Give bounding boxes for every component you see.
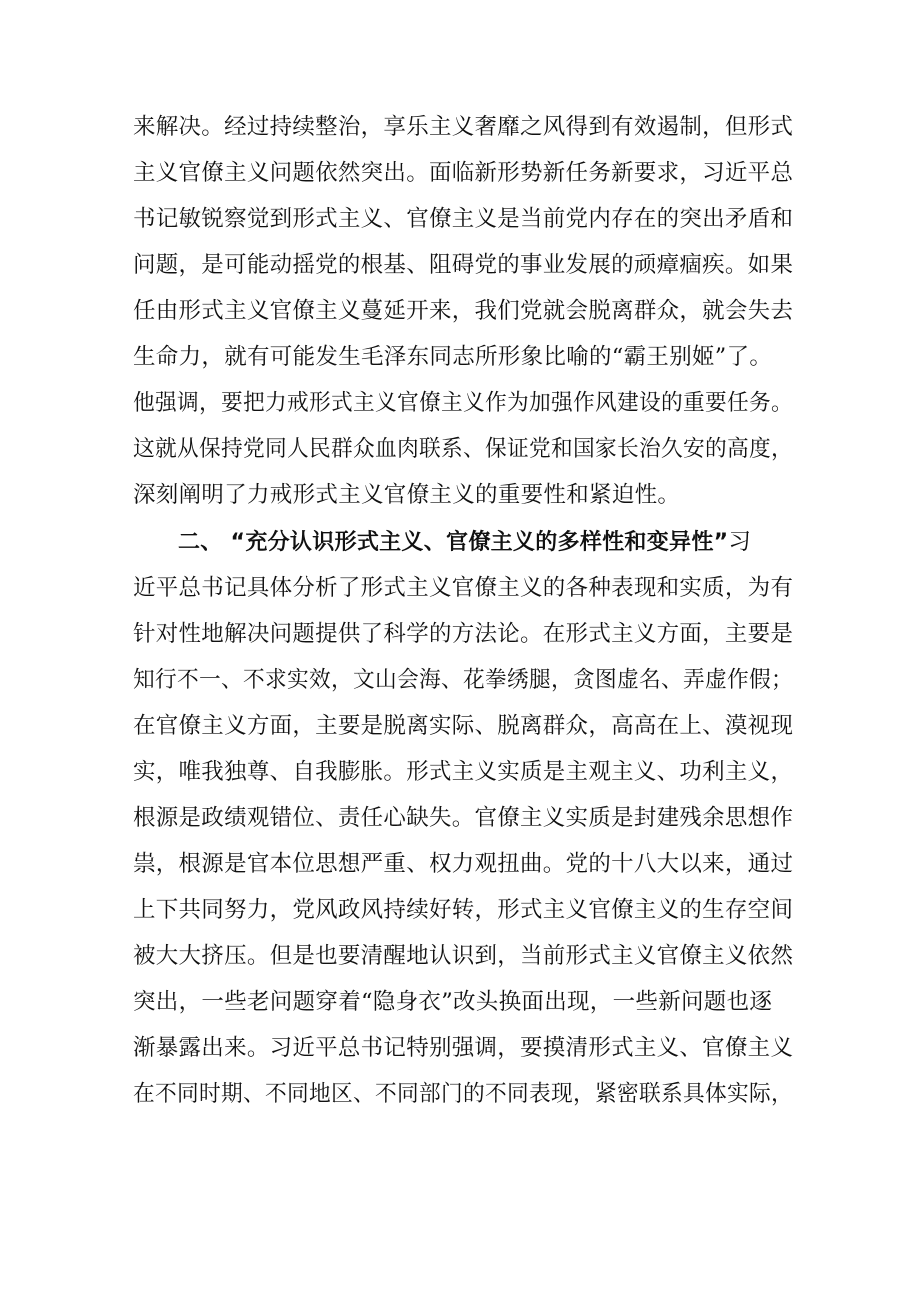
text-line: 主义官僚主义问题依然突出。面临新形势新任务新要求，习近平总 — [133, 160, 794, 186]
text-line: 根源是政绩观错位、责任心缺失。官僚主义实质是封建残余思想作 — [133, 805, 794, 831]
text-line: 深刻阐明了力戒形式主义官僚主义的重要性和紧迫性。 — [133, 482, 681, 508]
section-heading: 二、 “充分认识形式主义、官僚主义的多样性和变异性” — [178, 530, 729, 555]
text-line: 知行不一、不求实效，文山会海、花拳绣腿，贪图虚名、弄虚作假； — [133, 667, 794, 693]
text-line: 实，唯我独尊、自我膨胀。形式主义实质是主观主义、功利主义， — [133, 759, 794, 785]
text-line: 被大大挤压。但是也要清醒地认识到，当前形式主义官僚主义依然 — [133, 943, 794, 969]
text-line: 针对性地解决问题提供了科学的方法论。在形式主义方面，主要是 — [133, 621, 794, 647]
text-line: 上下共同努力，党风政风持续好转，形式主义官僚主义的生存空间 — [133, 897, 794, 923]
text-line: 生命力，就有可能发生毛泽东同志所形象比喻的“霸王别姬”了。 — [133, 344, 773, 370]
text-line: 渐暴露出来。习近平总书记特别强调，要摸清形式主义、官僚主义 — [133, 1035, 794, 1061]
text-line: 来解决。经过持续整治，享乐主义奢靡之风得到有效遏制，但形式 — [133, 114, 794, 140]
heading-tail-text: 习 — [728, 529, 752, 555]
text-line: 在不同时期、不同地区、不同部门的不同表现，紧密联系具体实际， — [133, 1081, 794, 1107]
text-line: 祟，根源是官本位思想严重、权力观扭曲。党的十八大以来，通过 — [133, 851, 794, 877]
text-line: 他强调，要把力戒形式主义官僚主义作为加强作风建设的重要任务。 — [133, 390, 794, 416]
text-line: 任由形式主义官僚主义蔓延开来，我们党就会脱离群众，就会失去 — [133, 298, 794, 324]
text-line: 近平总书记具体分析了形式主义官僚主义的各种表现和实质，为有 — [133, 575, 794, 601]
text-line: 在官僚主义方面，主要是脱离实际、脱离群众，高高在上、漠视现 — [133, 713, 794, 739]
section-heading-line — [178, 519, 798, 565]
text-line: 这就从保持党同人民群众血肉联系、保证党和国家长治久安的高度， — [133, 436, 794, 462]
text-line: 问题，是可能动摇党的根基、阻碍党的事业发展的顽瘴痼疾。如果 — [133, 252, 794, 278]
text-line: 书记敏锐察觉到形式主义、官僚主义是当前党内存在的突出矛盾和 — [133, 206, 794, 232]
text-line: 突出，一些老问题穿着“隐身衣”改头换面出现，一些新问题也逐 — [133, 989, 773, 1015]
